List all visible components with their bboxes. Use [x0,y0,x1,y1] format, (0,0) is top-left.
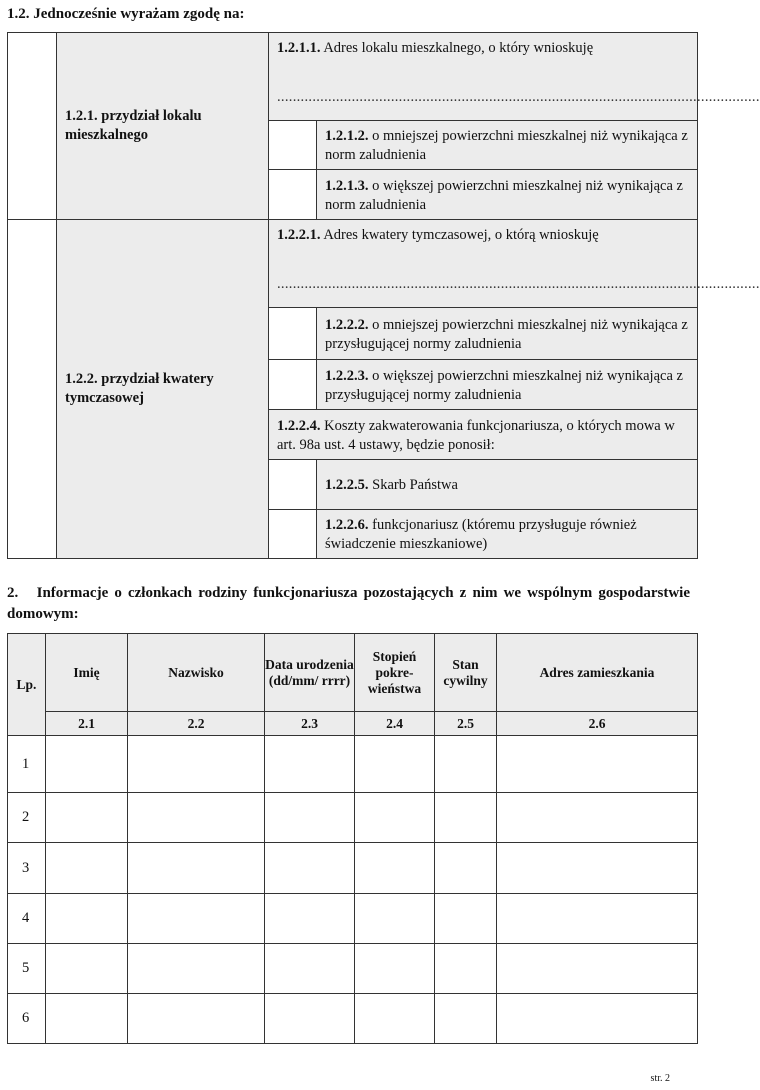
consent-table [7,32,760,559]
birth-date-cell[interactable] [265,793,355,843]
option-number: 1.2.2.3. [325,367,369,384]
marital-status-cell[interactable] [435,736,497,793]
address-cell[interactable] [497,793,698,843]
temporary-checkbox[interactable] [8,220,57,559]
column-number: 2.5 [435,712,497,736]
column-number: 2.6 [497,712,698,736]
surname-cell[interactable] [128,736,265,793]
relationship-cell[interactable] [355,843,435,894]
table-row [8,994,698,1044]
temporary-address-number: 1.2.2.1. [277,227,321,243]
option-text: Skarb Państwa [368,477,458,493]
first-name-cell[interactable] [46,944,128,994]
temporary-label: 1.2.2. przydział kwatery tymczasowej [57,220,269,559]
address-cell[interactable] [497,736,698,793]
state-treasury-checkbox[interactable] [269,460,317,510]
relationship-cell[interactable] [355,736,435,793]
housing-address-number: 1.2.1.1. [277,40,321,56]
birth-date-cell[interactable] [265,843,355,894]
column-header-lp: Lp. [8,634,46,736]
option-text: o mniejszej powierzchni mieszkalnej niż wynikająca z norm zaludnienia [325,128,688,163]
column-header-first-name: Imię [46,634,128,712]
birth-date-cell[interactable] [265,894,355,944]
first-name-cell[interactable] [46,793,128,843]
marital-status-cell[interactable] [435,944,497,994]
costs-text: Koszty zakwaterowania funkcjonariusza, o których mowa w art. 98a ust. 4 ustawy, będzie ponosił: [277,417,675,453]
option-text: o większej powierzchni mieszkalnej niż wynikająca z norm zaludnienia [325,177,683,213]
address-cell[interactable] [497,843,698,894]
option-number: 1.2.1.2. [325,128,369,144]
housing-address-line[interactable]: ........................................................................................................................... [277,89,760,105]
row-number: 6 [8,994,46,1044]
temporary-smaller-option [317,308,698,360]
temporary-address-line[interactable]: ........................................................................................................................... [277,276,760,292]
costs-info [269,410,698,460]
table-row [8,793,698,843]
column-number: 2.3 [265,712,355,736]
row-number: 5 [8,944,46,994]
row-number: 2 [8,793,46,843]
section-1-2-heading: 1.2. Jednocześnie wyrażam zgodę na: [7,6,245,22]
column-number: 2.4 [355,712,435,736]
row-number: 1 [8,736,46,793]
table-row [8,894,698,944]
column-header-relationship: Stopień pokre-wieństwa [355,634,435,712]
birth-date-cell[interactable] [265,994,355,1044]
surname-cell[interactable] [128,793,265,843]
temporary-larger-checkbox[interactable] [269,360,317,410]
column-number: 2.1 [46,712,128,736]
option-number: 1.2.2.6. [325,517,369,533]
state-treasury-option [317,460,698,510]
option-text: o mniejszej powierzchni mieszkalnej niż wynikająca z przysługującej normy zaludnienia [325,316,688,352]
temporary-smaller-checkbox[interactable] [269,308,317,360]
option-text: funkcjonariusz (któremu przysługuje również świadczenie mieszkaniowe) [325,517,637,552]
row-number: 3 [8,843,46,894]
marital-status-cell[interactable] [435,894,497,944]
first-name-cell[interactable] [46,736,128,793]
column-header-marital-status: Stan cywilny [435,634,497,712]
temporary-larger-option [317,360,698,410]
relationship-cell[interactable] [355,944,435,994]
table-row [8,944,698,994]
address-cell[interactable] [497,944,698,994]
address-cell[interactable] [497,894,698,944]
relationship-cell[interactable] [355,793,435,843]
housing-checkbox[interactable] [8,33,57,220]
first-name-cell[interactable] [46,843,128,894]
officer-pays-option [317,510,698,559]
temporary-address-cell [269,220,760,308]
costs-number: 1.2.2.4. [277,417,321,434]
relationship-cell[interactable] [355,994,435,1044]
option-number: 1.2.1.3. [325,177,369,194]
housing-larger-checkbox[interactable] [269,170,317,220]
option-number: 1.2.2.2. [325,316,369,333]
surname-cell[interactable] [128,894,265,944]
column-header-surname: Nazwisko [128,634,265,712]
housing-address-cell [269,33,760,121]
option-text: o większej powierzchni mieszkalnej niż wynikająca z przysługującej normy zaludnienia [325,367,683,403]
family-members-table [7,633,698,1044]
column-number: 2.2 [128,712,265,736]
first-name-cell[interactable] [46,994,128,1044]
housing-label: 1.2.1. przydział lokalu mieszkalnego [57,33,269,220]
temporary-address-text: Adres kwatery tymczasowej, o którą wnioskuję [320,227,599,243]
option-number: 1.2.2.5. [325,477,369,493]
marital-status-cell[interactable] [435,994,497,1044]
officer-pays-checkbox[interactable] [269,510,317,559]
housing-smaller-option [317,121,698,170]
marital-status-cell[interactable] [435,843,497,894]
table-row [8,843,698,894]
row-number: 4 [8,894,46,944]
surname-cell[interactable] [128,994,265,1044]
birth-date-cell[interactable] [265,736,355,793]
first-name-cell[interactable] [46,894,128,944]
column-header-birth-date: Data urodzenia (dd/mm/ rrrr) [265,634,355,712]
housing-smaller-checkbox[interactable] [269,121,317,170]
section-2-heading: 2. Informacje o członkach rodziny funkcjonariusza pozostających z nim we wspólnym gospodarstwie domowym: [7,585,690,622]
housing-address-text: Adres lokalu mieszkalnego, o który wnioskuję [320,40,594,56]
address-cell[interactable] [497,994,698,1044]
page-number: str. 2 [650,1073,670,1084]
surname-cell[interactable] [128,843,265,894]
relationship-cell[interactable] [355,894,435,944]
table-row [8,736,698,793]
surname-cell[interactable] [128,944,265,994]
housing-larger-option [317,170,698,220]
birth-date-cell[interactable] [265,944,355,994]
marital-status-cell[interactable] [435,793,497,843]
column-header-address: Adres zamieszkania [497,634,698,712]
